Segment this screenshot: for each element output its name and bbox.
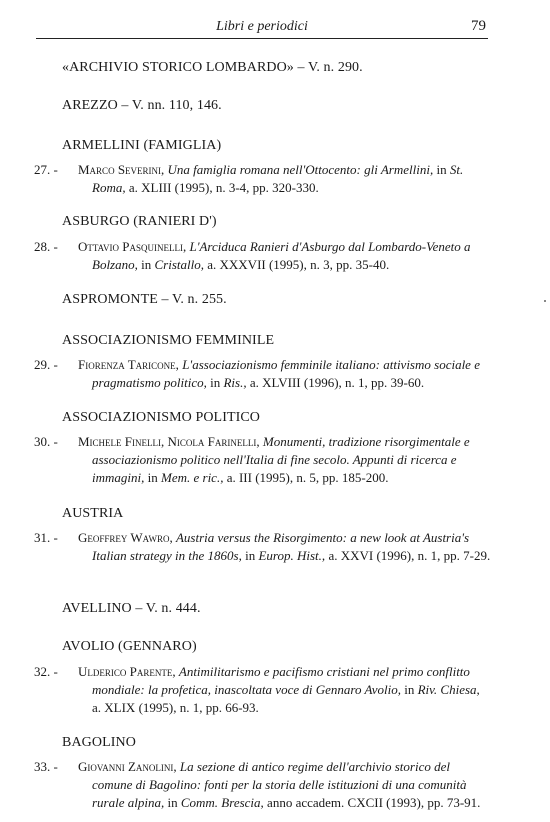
entry-body — [78, 161, 492, 197]
entry-source: Cristallo, — [154, 257, 204, 272]
entry-title: L'associazionismo femminile italiano: attivismo sociale e pragmatismo politico, — [92, 357, 480, 390]
page-number: 79 — [471, 18, 486, 34]
entry-number: 29. - — [34, 357, 58, 372]
entry-32 — [34, 663, 492, 717]
entry-body — [78, 238, 492, 274]
entry-details: a. XXVI (1996), n. 1, pp. 7-29. — [325, 548, 491, 563]
entry-details: a. XLVIII (1996), n. 1, pp. 39-60. — [246, 375, 425, 390]
heading-bagolino: BAGOLINO — [62, 735, 136, 750]
heading-associazionismo-femminile: ASSOCIAZIONISMO FEMMINILE — [62, 333, 275, 348]
entry-number: 27. - — [34, 162, 58, 177]
entry-29 — [34, 356, 492, 392]
entry-title: La sezione di antico regime dell'archivio storico del comune di Bagolino: fonti per la storia delle istituzioni di una comunità rurale alpina, — [92, 759, 467, 810]
entry-source: Comm. Brescia, — [180, 795, 264, 810]
entry-source: Mem. e ric., — [161, 470, 224, 485]
heading-archivio-storico-lombardo: «ARCHIVIO STORICO LOMBARDO» – V. n. 290. — [62, 60, 363, 75]
entry-author: Ottavio Pasquinelli, — [78, 239, 187, 254]
heading-arezzo: AREZZO – V. nn. 110, 146. — [62, 98, 222, 113]
entry-30 — [34, 433, 492, 487]
entry-in: in — [433, 162, 450, 177]
entry-author: Giovanni Zanolini, — [78, 759, 177, 774]
entry-number: 33. - — [34, 759, 58, 774]
heading-armellini: ARMELLINI (FAMIGLIA) — [62, 138, 222, 153]
entry-source: Ris., — [223, 375, 247, 390]
entry-title: Antimilitarismo e pacifismo cristiani nel primo conflitto mondiale: la profetica, inascoltata voce di Gennaro Avolio, — [92, 664, 470, 697]
entry-in: in — [206, 375, 224, 390]
heading-avolio: AVOLIO (GENNARO) — [62, 639, 197, 654]
entry-title: Monumenti, tradizione risorgimentale e associazionismo politico nell'Italia di fine secolo. Appunti di ricerca e immagini, — [92, 434, 470, 485]
entry-number: 28. - — [34, 239, 58, 254]
entry-author: Ulderico Parente, — [78, 664, 176, 679]
entry-in: in — [241, 548, 259, 563]
entry-author: Geoffrey Wawro, — [78, 530, 173, 545]
entry-title: Una famiglia romana nell'Ottocento: gli Armellini, — [167, 162, 434, 177]
entry-body — [78, 356, 492, 392]
entry-number: 32. - — [34, 664, 58, 679]
entry-body — [78, 433, 492, 487]
entry-in: in — [164, 795, 181, 810]
entry-27 — [34, 161, 492, 197]
entry-33 — [34, 758, 492, 812]
running-title: Libri e periodici — [216, 19, 308, 34]
entry-title: Austria versus the Risorgimento: a new look at Austria's Italian strategy in the 1860s, — [92, 530, 470, 563]
entry-details: a. XXXVII (1995), n. 3, pp. 35-40. — [204, 257, 390, 272]
entry-title: L'Arciduca Ranieri d'Asburgo dal Lombardo-Veneto a Bolzano, — [92, 239, 471, 272]
entry-number: 31. - — [34, 530, 58, 545]
entry-in: in — [400, 682, 418, 697]
heading-austria: AUSTRIA — [62, 506, 124, 521]
entry-author: Fiorenza Taricone, — [78, 357, 179, 372]
entry-number: 30. - — [34, 434, 58, 449]
entry-author: Marco Severini, — [78, 162, 165, 177]
running-head — [36, 18, 488, 39]
scan-speck — [544, 300, 546, 302]
heading-aspromonte: ASPROMONTE – V. n. 255. — [62, 292, 227, 307]
heading-asburgo: ASBURGO (RANIERI D') — [62, 214, 217, 229]
entry-in: in — [137, 257, 155, 272]
heading-associazionismo-politico: ASSOCIAZIONISMO POLITICO — [62, 410, 261, 425]
entry-details: a. XLIII (1995), n. 3-4, pp. 320-330. — [125, 180, 319, 195]
entry-source: Riv. Chiesa, — [417, 682, 480, 697]
entry-31 — [34, 529, 492, 565]
heading-avellino: AVELLINO – V. n. 444. — [62, 601, 201, 616]
entry-28 — [34, 238, 492, 274]
entry-in: in — [144, 470, 161, 485]
entry-source: St. Roma, — [92, 162, 464, 195]
entry-author: Michele Finelli, Nicola Farinelli, — [78, 434, 260, 449]
entry-body — [78, 758, 492, 812]
entry-source: Europ. Hist., — [258, 548, 326, 563]
entry-body — [78, 529, 492, 565]
entry-details: a. XLIX (1995), n. 1, pp. 66-93. — [92, 700, 259, 715]
entry-details: a. III (1995), n. 5, pp. 185-200. — [223, 470, 389, 485]
entry-details: anno accadem. CXCII (1993), pp. 73-91. — [263, 795, 481, 810]
entry-body — [78, 663, 492, 717]
